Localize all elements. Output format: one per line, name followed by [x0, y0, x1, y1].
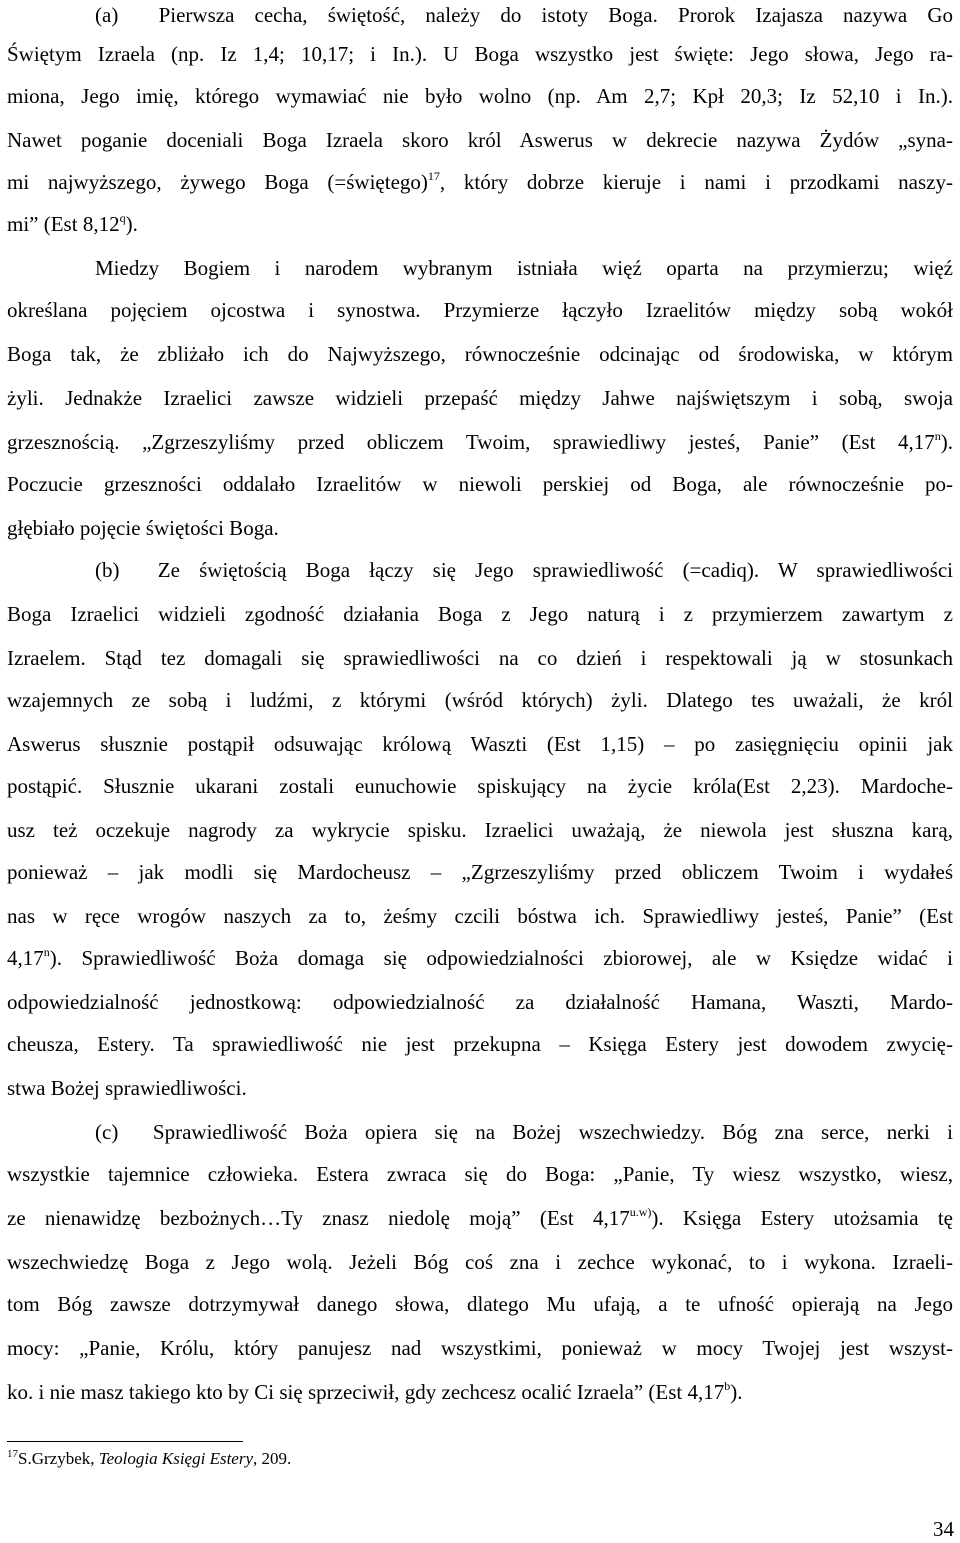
text-line: wzajemnych ze sobą i ludźmi, z którymi (wśród których) żyli. Dlatego tes uważali, że król — [7, 688, 953, 712]
text-line: Miedzy Bogiem i narodem wybranym istniała więź oparta na przymierzu; więź — [95, 256, 953, 280]
text-line — [7, 1204, 953, 1232]
text-line: tom Bóg zawsze dotrzymywał danego słowa, dlatego Mu ufają, a te ufność opierają na Jego — [7, 1292, 953, 1316]
text-line: odpowiedzialność jednostkową: odpowiedzialność za działalność Hamana, Waszti, Mardo- — [7, 990, 953, 1014]
text-line: postąpić. Słusznie ukarani zostali eunuchowie spiskujący na życie króla(Est 2,23). Mardoche- — [7, 774, 953, 798]
superscript: b — [724, 1379, 731, 1393]
text-line: cheusza, Estery. Ta sprawiedliwość nie jest przekupna – Księga Estery jest dowodem zwycię- — [7, 1032, 953, 1056]
superscript: u.w) — [629, 1205, 652, 1219]
text-line: miona, Jego imię, którego wymawiać nie było wolno (np. Am 2,7; Kpł 20,3; Iz 52,10 i In.). — [7, 84, 953, 108]
text-line: Poczucie grzeszności oddalało Izraelitów w niewoli perskiej od Boga, ale równocześnie po- — [7, 472, 953, 496]
text-segment: ). — [730, 1380, 743, 1404]
text-segment: ). Sprawiedliwość Boża domaga się odpowiedzialności zbiorowej, ale w Księdze widać i — [49, 946, 953, 970]
text-line — [7, 1378, 953, 1406]
text-line: Świętym Izraela (np. Iz 1,4; 10,17; i In.). U Boga wszystko jest święte: Jego słowa, Jego ra- — [7, 42, 953, 66]
superscript: q — [119, 211, 126, 225]
text-line: stwa Bożej sprawiedliwości. — [7, 1076, 247, 1100]
text-line — [7, 428, 953, 456]
text-line — [7, 210, 953, 238]
text-line: mocy: „Panie, Królu, który panujesz nad wszystkimi, ponieważ w mocy Twojej jest wszyst- — [7, 1336, 953, 1360]
footnote-title: Teologia Księgi Estery — [98, 1449, 253, 1468]
footnote-number: 17 — [7, 1448, 18, 1460]
text-line: (c) Sprawiedliwość Boża opiera się na Bożej wszechwiedzy. Bóg zna serce, nerki i — [95, 1120, 953, 1144]
text-segment: 4,17 — [7, 946, 44, 970]
text-line: (a) Pierwsza cecha, świętość, należy do istoty Boga. Prorok Izajasza nazywa Go — [95, 3, 953, 27]
text-line: żyli. Jednakże Izraelici zawsze widzieli przepaść między Jahwe najświętszym i sobą, swoja — [7, 386, 953, 410]
text-line: wszechwiedzę Boga z Jego wolą. Jeżeli Bóg coś zna i zechce wykonać, to i wykona. Izraeli- — [7, 1250, 953, 1274]
superscript: 17 — [427, 169, 440, 183]
text-line: Boga Izraelici widzieli zgodność działania Boga z Jego naturą i z przymierzem zawartym z — [7, 602, 953, 626]
text-line: określana pojęciem ojcostwa i synostwa. Przymierze łączyło Izraelitów między sobą wokół — [7, 298, 953, 322]
text-line: Izraelem. Stąd tez domagali się sprawiedliwości na co dzień i respektowali ją w stosunkach — [7, 646, 953, 670]
text-line: Boga tak, że zbliżało ich do Najwyższego, równocześnie odcinając od środowiska, w którym — [7, 342, 953, 366]
text-line: nas w ręce wrogów naszych za to, żeśmy czcili bóstwa ich. Sprawiedliwy jesteś, Panie” (Est — [7, 904, 953, 928]
page-number: 34 — [933, 1517, 954, 1541]
text-segment: ze nienawidzę bezbożnych…Ty znasz niedolę moją” (Est 4,17 — [7, 1206, 630, 1230]
text-line — [7, 944, 953, 972]
text-line: Aswerus słusznie postąpił odsuwając królową Waszti (Est 1,15) – po zasięgnięciu opinii jak — [7, 732, 953, 756]
text-line: Nawet poganie doceniali Boga Izraela skoro król Aswerus w dekrecie nazywa Żydów „syna- — [7, 128, 953, 152]
text-line: usz też oczekuje nagrody za wykrycie spisku. Izraelici uważają, że niewola jest słuszna karą, — [7, 818, 953, 842]
text-segment: ). — [940, 430, 953, 454]
text-line: głębiało pojęcie świętości Boga. — [7, 516, 279, 540]
footnote-rest: , 209. — [253, 1449, 292, 1468]
superscript: n — [934, 429, 941, 443]
text-segment: ). Księga Estery utożsamia tę — [651, 1206, 953, 1230]
text-line — [7, 168, 953, 196]
superscript: n — [43, 945, 50, 959]
footnote-separator — [7, 1441, 243, 1442]
text-segment: grzesznością. „Zgrzeszyliśmy przed obliczem Twoim, sprawiedliwy jesteś, Panie” (Est 4,17 — [7, 430, 935, 454]
text-segment: ko. i nie masz takiego kto by Ci się sprzeciwił, gdy zechcesz ocalić Izraela” (Est 4,17 — [7, 1380, 725, 1404]
text-segment: , który dobrze kieruje i nami i przodkami naszy- — [439, 170, 953, 194]
text-segment: mi najwyższego, żywego Boga (=świętego) — [7, 170, 428, 194]
text-line: (b) Ze świętością Boga łączy się Jego sprawiedliwość (=cadiq). W sprawiedliwości — [95, 558, 953, 582]
footnote-author: S.Grzybek, — [18, 1449, 99, 1468]
text-segment: mi” (Est 8,12 — [7, 212, 120, 236]
text-segment: ). — [125, 212, 138, 236]
footnote — [7, 1447, 291, 1471]
text-line: ponieważ – jak modli się Mardocheusz – „Zgrzeszyliśmy przed obliczem Twoim i wydałeś — [7, 860, 953, 884]
text-line: wszystkie tajemnice człowieka. Estera zwraca się do Boga: „Panie, Ty wiesz wszystko, wiesz, — [7, 1162, 953, 1186]
